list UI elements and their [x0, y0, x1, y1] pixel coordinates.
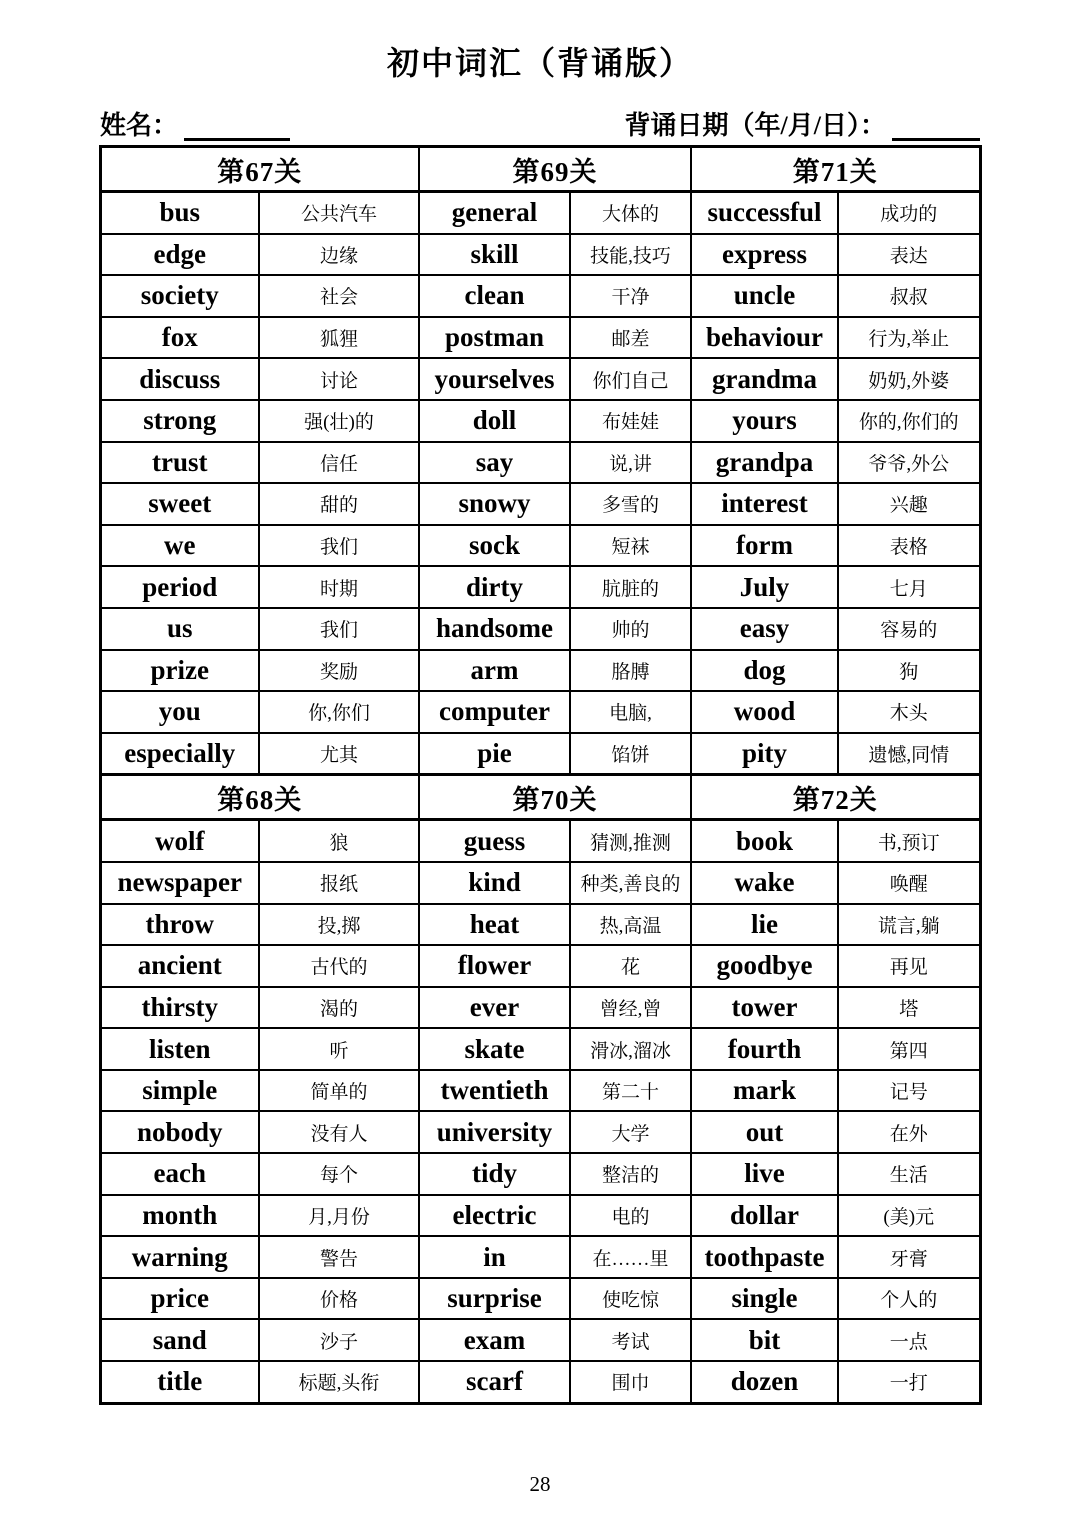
- chinese-meaning: 社会: [259, 275, 419, 317]
- english-word: flower: [419, 945, 570, 987]
- english-word: month: [100, 1195, 259, 1237]
- chinese-meaning: 你们自己: [570, 358, 691, 400]
- vocab-row: [100, 234, 980, 276]
- english-word: computer: [419, 691, 570, 733]
- chinese-meaning: 甜的: [259, 483, 419, 525]
- english-word: title: [100, 1361, 259, 1403]
- english-word: single: [691, 1278, 838, 1320]
- chinese-meaning: 布娃娃: [570, 400, 691, 442]
- english-word: kind: [419, 862, 570, 904]
- chinese-meaning: 报纸: [259, 862, 419, 904]
- chinese-meaning: 曾经,曾: [570, 987, 691, 1029]
- vocab-table-body: [100, 147, 980, 1404]
- chinese-meaning: 兴趣: [838, 483, 980, 525]
- name-label: 姓名：: [100, 111, 179, 141]
- chinese-meaning: 帅的: [570, 608, 691, 650]
- chinese-meaning: 在……里: [570, 1236, 691, 1278]
- english-word: nobody: [100, 1111, 259, 1153]
- chinese-meaning: 每个: [259, 1153, 419, 1195]
- vocab-row: [100, 1070, 980, 1112]
- english-word: edge: [100, 234, 259, 276]
- chinese-meaning: 谎言,躺: [838, 904, 980, 946]
- section-header: 第67关: [100, 147, 419, 192]
- chinese-meaning: 木头: [838, 691, 980, 733]
- chinese-meaning: 短袜: [570, 525, 691, 567]
- english-word: simple: [100, 1070, 259, 1112]
- section-header: 第72关: [691, 775, 980, 820]
- english-word: twentieth: [419, 1070, 570, 1112]
- english-word: exam: [419, 1319, 570, 1361]
- chinese-meaning: (美)元: [838, 1195, 980, 1237]
- chinese-meaning: 书,预订: [838, 820, 980, 862]
- english-word: bit: [691, 1319, 838, 1361]
- english-word: dollar: [691, 1195, 838, 1237]
- english-word: grandma: [691, 358, 838, 400]
- chinese-meaning: 滑冰,溜冰: [570, 1028, 691, 1070]
- vocab-row: [100, 1111, 980, 1153]
- english-word: live: [691, 1153, 838, 1195]
- english-word: bus: [100, 192, 259, 234]
- chinese-meaning: 技能,技巧: [570, 234, 691, 276]
- chinese-meaning: 叔叔: [838, 275, 980, 317]
- english-word: university: [419, 1111, 570, 1153]
- english-word: tower: [691, 987, 838, 1029]
- meta-row: [100, 110, 980, 141]
- vocab-row: [100, 1319, 980, 1361]
- english-word: newspaper: [100, 862, 259, 904]
- chinese-meaning: 狼: [259, 820, 419, 862]
- chinese-meaning: 说,讲: [570, 442, 691, 484]
- chinese-meaning: 牙膏: [838, 1236, 980, 1278]
- chinese-meaning: 讨论: [259, 358, 419, 400]
- english-word: general: [419, 192, 570, 234]
- chinese-meaning: 大体的: [570, 192, 691, 234]
- chinese-meaning: 大学: [570, 1111, 691, 1153]
- vocab-row: [100, 820, 980, 862]
- english-word: out: [691, 1111, 838, 1153]
- chinese-meaning: 狐狸: [259, 317, 419, 359]
- english-word: dirty: [419, 566, 570, 608]
- chinese-meaning: 时期: [259, 566, 419, 608]
- chinese-meaning: 肮脏的: [570, 566, 691, 608]
- vocab-row: [100, 566, 980, 608]
- chinese-meaning: 一点: [838, 1319, 980, 1361]
- chinese-meaning: 邮差: [570, 317, 691, 359]
- date-field: [625, 110, 980, 141]
- chinese-meaning: 第四: [838, 1028, 980, 1070]
- chinese-meaning: 渴的: [259, 987, 419, 1029]
- page-title: 初中词汇（背诵版）: [386, 45, 693, 81]
- english-word: sweet: [100, 483, 259, 525]
- page-number: 28: [529, 1472, 551, 1496]
- english-word: wolf: [100, 820, 259, 862]
- english-word: ever: [419, 987, 570, 1029]
- chinese-meaning: 信任: [259, 442, 419, 484]
- english-word: snowy: [419, 483, 570, 525]
- vocab-table: [99, 145, 982, 1405]
- vocab-row: [100, 1236, 980, 1278]
- chinese-meaning: 简单的: [259, 1070, 419, 1112]
- vocab-row: [100, 1153, 980, 1195]
- english-word: wake: [691, 862, 838, 904]
- english-word: price: [100, 1278, 259, 1320]
- english-word: book: [691, 820, 838, 862]
- chinese-meaning: 狗: [838, 650, 980, 692]
- english-word: tidy: [419, 1153, 570, 1195]
- chinese-meaning: 公共汽车: [259, 192, 419, 234]
- chinese-meaning: 使吃惊: [570, 1278, 691, 1320]
- english-word: easy: [691, 608, 838, 650]
- english-word: fourth: [691, 1028, 838, 1070]
- chinese-meaning: 再见: [838, 945, 980, 987]
- chinese-meaning: 种类,善良的: [570, 862, 691, 904]
- date-label: 背诵日期（年/月/日）：: [624, 111, 886, 141]
- english-word: trust: [100, 442, 259, 484]
- english-word: express: [691, 234, 838, 276]
- chinese-meaning: 我们: [259, 525, 419, 567]
- chinese-meaning: 奶奶,外婆: [838, 358, 980, 400]
- english-word: throw: [100, 904, 259, 946]
- section-header: 第69关: [419, 147, 691, 192]
- chinese-meaning: 没有人: [259, 1111, 419, 1153]
- vocab-row: [100, 1028, 980, 1070]
- chinese-meaning: 生活: [838, 1153, 980, 1195]
- chinese-meaning: 月,月份: [259, 1195, 419, 1237]
- english-word: successful: [691, 192, 838, 234]
- chinese-meaning: 容易的: [838, 608, 980, 650]
- english-word: yourselves: [419, 358, 570, 400]
- vocab-row: [100, 192, 980, 234]
- chinese-meaning: 多雪的: [570, 483, 691, 525]
- vocab-row: [100, 733, 980, 775]
- english-word: arm: [419, 650, 570, 692]
- english-word: in: [419, 1236, 570, 1278]
- english-word: thirsty: [100, 987, 259, 1029]
- english-word: pie: [419, 733, 570, 775]
- vocab-row: [100, 358, 980, 400]
- english-word: warning: [100, 1236, 259, 1278]
- section-header: 第70关: [419, 775, 691, 820]
- english-word: goodbye: [691, 945, 838, 987]
- chinese-meaning: 遗憾,同情: [838, 733, 980, 775]
- english-word: society: [100, 275, 259, 317]
- english-word: sock: [419, 525, 570, 567]
- english-word: handsome: [419, 608, 570, 650]
- english-word: guess: [419, 820, 570, 862]
- chinese-meaning: 整洁的: [570, 1153, 691, 1195]
- name-blank-line: [184, 110, 290, 141]
- vocab-row: [100, 400, 980, 442]
- english-word: doll: [419, 400, 570, 442]
- chinese-meaning: 投,掷: [259, 904, 419, 946]
- vocab-row: [100, 650, 980, 692]
- english-word: clean: [419, 275, 570, 317]
- section-header-row: [100, 147, 980, 192]
- vocab-row: [100, 317, 980, 359]
- english-word: each: [100, 1153, 259, 1195]
- english-word: heat: [419, 904, 570, 946]
- chinese-meaning: 标题,头衔: [259, 1361, 419, 1403]
- chinese-meaning: 表达: [838, 234, 980, 276]
- english-word: grandpa: [691, 442, 838, 484]
- chinese-meaning: 第二十: [570, 1070, 691, 1112]
- chinese-meaning: 唤醒: [838, 862, 980, 904]
- english-word: lie: [691, 904, 838, 946]
- chinese-meaning: 你的,你们的: [838, 400, 980, 442]
- chinese-meaning: 馅饼: [570, 733, 691, 775]
- english-word: dog: [691, 650, 838, 692]
- chinese-meaning: 七月: [838, 566, 980, 608]
- chinese-meaning: 尤其: [259, 733, 419, 775]
- vocab-row: [100, 862, 980, 904]
- chinese-meaning: 干净: [570, 275, 691, 317]
- chinese-meaning: 花: [570, 945, 691, 987]
- chinese-meaning: 边缘: [259, 234, 419, 276]
- chinese-meaning: 塔: [838, 987, 980, 1029]
- chinese-meaning: 我们: [259, 608, 419, 650]
- chinese-meaning: 沙子: [259, 1319, 419, 1361]
- vocab-row: [100, 483, 980, 525]
- chinese-meaning: 记号: [838, 1070, 980, 1112]
- english-word: electric: [419, 1195, 570, 1237]
- chinese-meaning: 热,高温: [570, 904, 691, 946]
- vocab-row: [100, 275, 980, 317]
- chinese-meaning: 猜测,推测: [570, 820, 691, 862]
- english-word: especially: [100, 733, 259, 775]
- chinese-meaning: 电脑,: [570, 691, 691, 733]
- english-word: discuss: [100, 358, 259, 400]
- chinese-meaning: 胳膊: [570, 650, 691, 692]
- chinese-meaning: 围巾: [570, 1361, 691, 1403]
- english-word: surprise: [419, 1278, 570, 1320]
- english-word: strong: [100, 400, 259, 442]
- english-word: listen: [100, 1028, 259, 1070]
- english-word: yours: [691, 400, 838, 442]
- english-word: you: [100, 691, 259, 733]
- english-word: skate: [419, 1028, 570, 1070]
- chinese-meaning: 成功的: [838, 192, 980, 234]
- chinese-meaning: 警告: [259, 1236, 419, 1278]
- chinese-meaning: 行为,举止: [838, 317, 980, 359]
- english-word: form: [691, 525, 838, 567]
- english-word: postman: [419, 317, 570, 359]
- english-word: ancient: [100, 945, 259, 987]
- english-word: period: [100, 566, 259, 608]
- vocab-row: [100, 1361, 980, 1403]
- vocab-row: [100, 691, 980, 733]
- chinese-meaning: 奖励: [259, 650, 419, 692]
- english-word: fox: [100, 317, 259, 359]
- english-word: interest: [691, 483, 838, 525]
- english-word: uncle: [691, 275, 838, 317]
- english-word: prize: [100, 650, 259, 692]
- english-word: wood: [691, 691, 838, 733]
- english-word: skill: [419, 234, 570, 276]
- english-word: scarf: [419, 1361, 570, 1403]
- section-header: 第71关: [691, 147, 980, 192]
- vocab-row: [100, 1278, 980, 1320]
- vocab-row: [100, 987, 980, 1029]
- chinese-meaning: 古代的: [259, 945, 419, 987]
- chinese-meaning: 表格: [838, 525, 980, 567]
- chinese-meaning: 听: [259, 1028, 419, 1070]
- english-word: us: [100, 608, 259, 650]
- chinese-meaning: 价格: [259, 1278, 419, 1320]
- english-word: mark: [691, 1070, 838, 1112]
- section-header: 第68关: [100, 775, 419, 820]
- name-field: [100, 110, 290, 141]
- vocab-row: [100, 608, 980, 650]
- vocab-row: [100, 945, 980, 987]
- chinese-meaning: 强(壮)的: [259, 400, 419, 442]
- chinese-meaning: 一打: [838, 1361, 980, 1403]
- chinese-meaning: 电的: [570, 1195, 691, 1237]
- english-word: say: [419, 442, 570, 484]
- chinese-meaning: 你,你们: [259, 691, 419, 733]
- english-word: we: [100, 525, 259, 567]
- chinese-meaning: 爷爷,外公: [838, 442, 980, 484]
- english-word: dozen: [691, 1361, 838, 1403]
- chinese-meaning: 在外: [838, 1111, 980, 1153]
- english-word: pity: [691, 733, 838, 775]
- section-header-row: [100, 775, 980, 820]
- chinese-meaning: 考试: [570, 1319, 691, 1361]
- english-word: behaviour: [691, 317, 838, 359]
- date-blank-line: [892, 110, 980, 141]
- english-word: toothpaste: [691, 1236, 838, 1278]
- vocab-row: [100, 1195, 980, 1237]
- vocab-row: [100, 904, 980, 946]
- vocab-row: [100, 442, 980, 484]
- english-word: July: [691, 566, 838, 608]
- english-word: sand: [100, 1319, 259, 1361]
- vocab-row: [100, 525, 980, 567]
- chinese-meaning: 个人的: [838, 1278, 980, 1320]
